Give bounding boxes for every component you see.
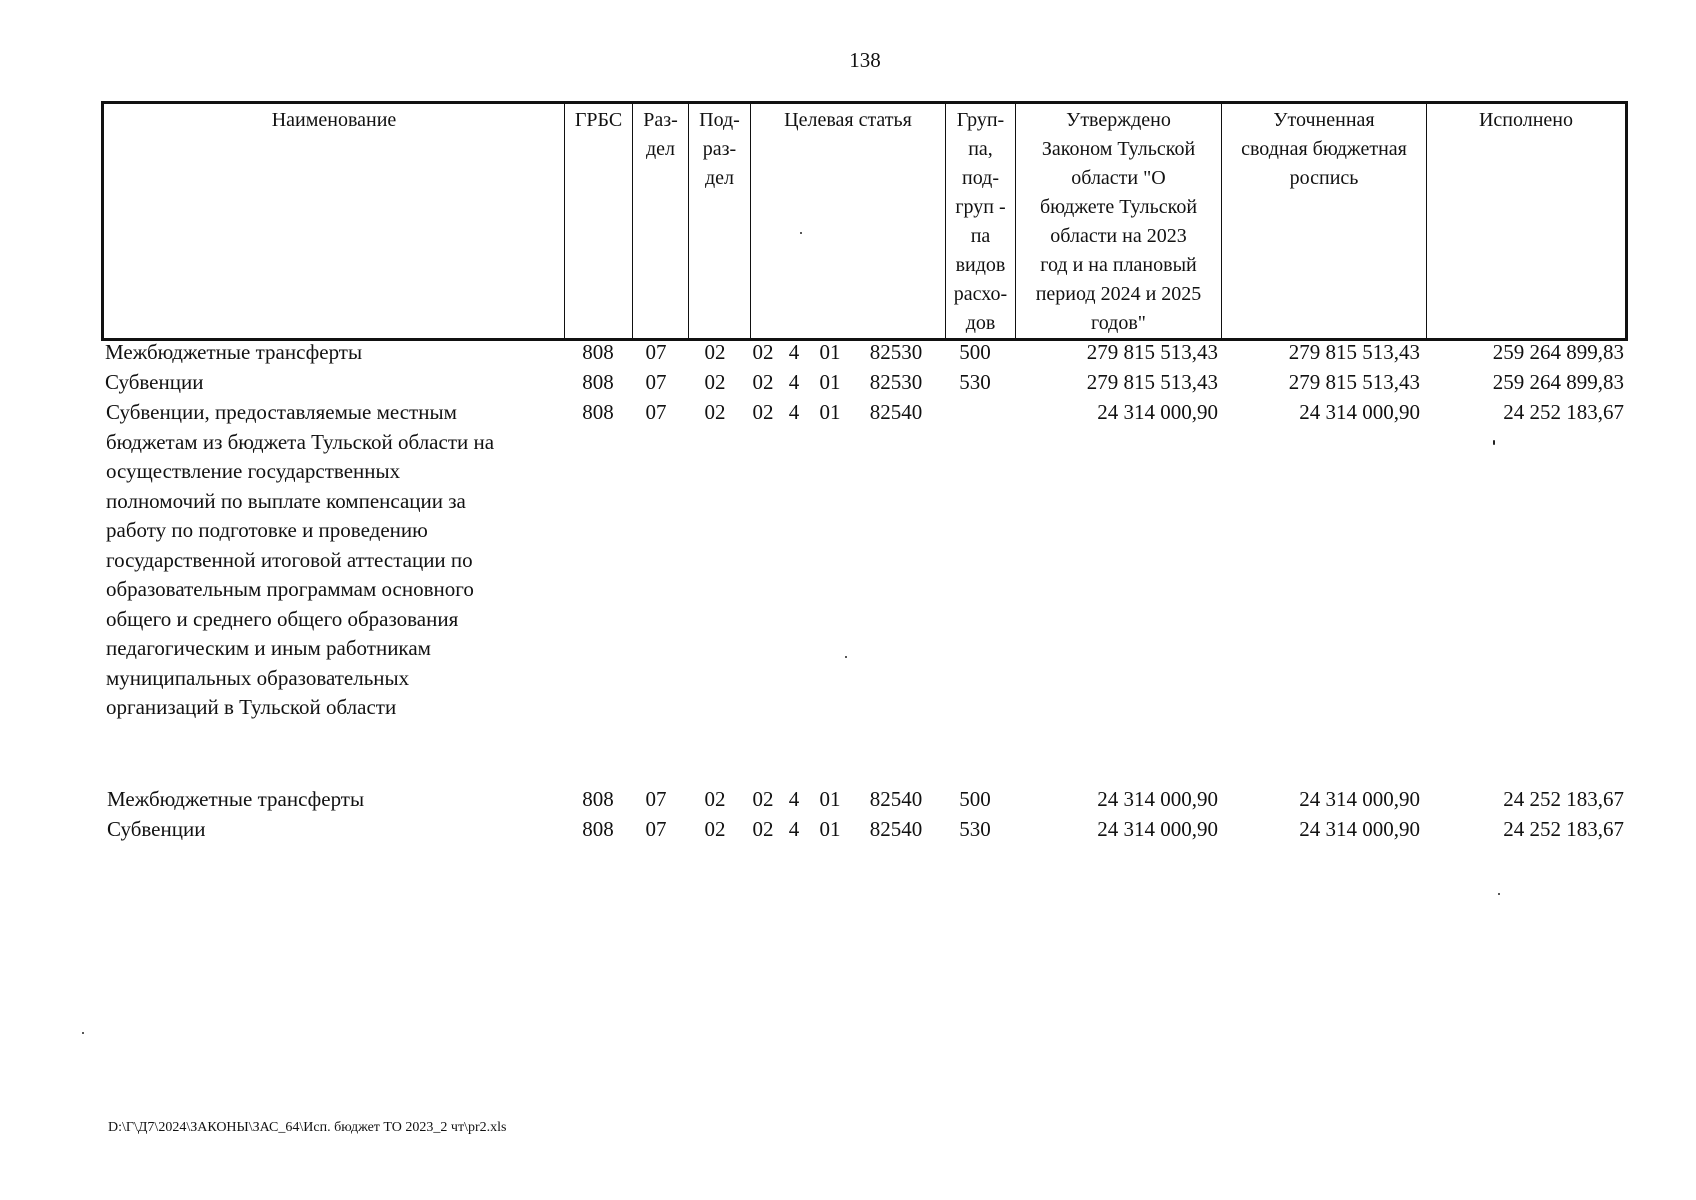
row-podrazdel: 02 xyxy=(704,787,726,811)
row-refined: 24 314 000,90 xyxy=(1299,787,1420,811)
row-podrazdel: 02 xyxy=(704,400,726,424)
row-executed: 259 264 899,83 xyxy=(1492,340,1624,364)
row-target-program: 02 xyxy=(752,370,774,394)
column-header-approved: Утверждено Законом Тульской области "О бюджете Тульской области на 2023 год и на плановый период 2024 и 2025 годов" xyxy=(1016,103,1222,340)
row-razdel: 07 xyxy=(645,817,667,841)
row-podrazdel: 02 xyxy=(704,817,726,841)
page-number: 138 xyxy=(849,48,881,72)
row-expense-group: 500 xyxy=(959,787,991,811)
row-approved: 24 314 000,90 xyxy=(1097,400,1218,424)
column-header-refined: Уточненная сводная бюджетная роспись xyxy=(1222,103,1427,340)
row-target-event: 01 xyxy=(819,787,841,811)
column-header-expense-group: Груп- па, под- груп - па видов расхо- дов xyxy=(946,103,1016,340)
column-header-target-article: Целевая статья xyxy=(751,103,946,340)
row-razdel: 07 xyxy=(645,340,667,364)
row-target-event: 01 xyxy=(819,340,841,364)
scan-speck xyxy=(845,656,847,658)
row-target-subprogram: 4 xyxy=(788,400,800,424)
row-executed: 259 264 899,83 xyxy=(1492,370,1624,394)
row-target-subprogram: 4 xyxy=(788,787,800,811)
row-target-subprogram: 4 xyxy=(788,817,800,841)
row-target-direction: 82540 xyxy=(869,787,923,811)
row-target-program: 02 xyxy=(752,400,774,424)
row-approved: 24 314 000,90 xyxy=(1097,817,1218,841)
row-target-program: 02 xyxy=(752,817,774,841)
row-target-subprogram: 4 xyxy=(788,340,800,364)
row-approved: 279 815 513,43 xyxy=(1086,370,1218,394)
column-header-name: Наименование xyxy=(103,103,565,340)
row-name: Межбюджетные трансферты xyxy=(105,340,363,364)
row-target-direction: 82540 xyxy=(869,817,923,841)
row-expense-group: 530 xyxy=(959,817,991,841)
row-refined: 24 314 000,90 xyxy=(1299,817,1420,841)
row-name: Субвенции, предоставляемые местным бюджетам из бюджета Тульской области на осуществление государственных полномочий по выплате компенсации за работу по подготовке и проведению государственной итоговой аттестации по образовательным программам основного общего и среднего общего образования педагогическим и иным работникам муниципальных образовательных организаций в Тульской области xyxy=(106,400,495,719)
table-header xyxy=(101,101,1628,341)
row-refined: 24 314 000,90 xyxy=(1299,400,1420,424)
row-target-event: 01 xyxy=(819,400,841,424)
row-podrazdel: 02 xyxy=(704,340,726,364)
row-razdel: 07 xyxy=(645,400,667,424)
row-podrazdel: 02 xyxy=(704,370,726,394)
row-approved: 279 815 513,43 xyxy=(1086,340,1218,364)
row-grbs: 808 xyxy=(582,340,614,364)
row-target-program: 02 xyxy=(752,340,774,364)
row-grbs: 808 xyxy=(582,787,614,811)
row-executed: 24 252 183,67 xyxy=(1503,817,1624,841)
row-executed: 24 252 183,67 xyxy=(1503,787,1624,811)
row-target-program: 02 xyxy=(752,787,774,811)
row-grbs: 808 xyxy=(582,817,614,841)
scan-speck xyxy=(1498,893,1500,895)
scan-speck xyxy=(82,1032,84,1034)
column-header-executed: Исполнено xyxy=(1427,103,1627,340)
row-executed: 24 252 183,67 xyxy=(1503,400,1624,424)
file-path-footer: D:\Г\Д7\2024\ЗАКОНЫ\ЗАС_64\Исп. бюджет ТО 2023_2 чт\pr2.xls xyxy=(108,1120,507,1135)
row-target-subprogram: 4 xyxy=(788,370,800,394)
row-refined: 279 815 513,43 xyxy=(1288,340,1420,364)
row-razdel: 07 xyxy=(645,787,667,811)
row-razdel: 07 xyxy=(645,370,667,394)
scan-speck xyxy=(800,232,802,234)
row-grbs: 808 xyxy=(582,370,614,394)
column-header-razdel: Раз- дел xyxy=(633,103,689,340)
row-expense-group: 500 xyxy=(959,340,991,364)
scan-speck xyxy=(1493,440,1495,445)
row-target-direction: 82540 xyxy=(869,400,923,424)
row-expense-group: 530 xyxy=(959,370,991,394)
row-name: Субвенции xyxy=(107,817,206,841)
row-refined: 279 815 513,43 xyxy=(1288,370,1420,394)
row-name: Субвенции xyxy=(105,370,204,394)
row-grbs: 808 xyxy=(582,400,614,424)
row-target-direction: 82530 xyxy=(869,370,923,394)
column-header-podrazdel: Под- раз- дел xyxy=(689,103,751,340)
row-target-event: 01 xyxy=(819,370,841,394)
row-approved: 24 314 000,90 xyxy=(1097,787,1218,811)
row-target-direction: 82530 xyxy=(869,340,923,364)
row-name: Межбюджетные трансферты xyxy=(107,787,365,811)
row-target-event: 01 xyxy=(819,817,841,841)
column-header-grbs: ГРБС xyxy=(565,103,633,340)
